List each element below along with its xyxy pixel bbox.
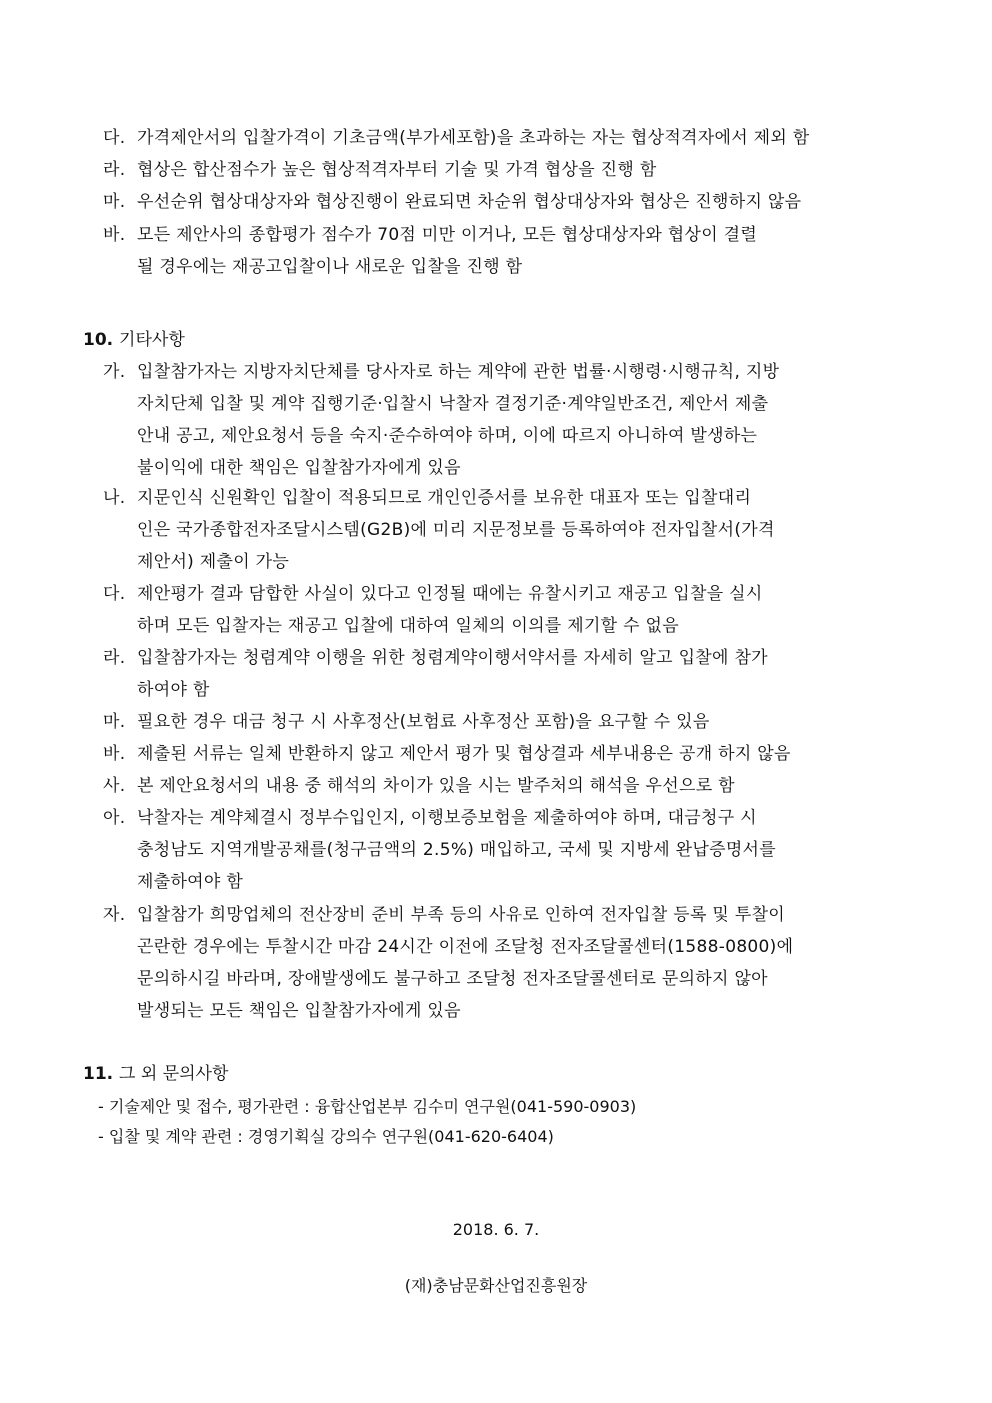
item-marker: 자.	[103, 905, 126, 925]
contact-line: - 기술제안 및 접수, 평가관련 : 융합산업본부 김수미 연구원(041-590-0903)	[98, 1097, 637, 1116]
item-text-continued: 제안서) 제출이 가능	[137, 552, 290, 572]
item-marker: 바.	[103, 744, 126, 764]
section-title: 그 외 문의사항	[119, 1064, 229, 1084]
list-item	[103, 899, 913, 1027]
item-marker: 다.	[103, 128, 126, 148]
item-text: 우선순위 협상대상자와 협상진행이 완료되면 차순위 협상대상자와 협상은 진행하지 않음	[137, 192, 802, 212]
item-text-continued: 문의하시길 바라며, 장애발생에도 불구하고 조달청 전자조달콜센터로 문의하지 않아	[137, 969, 768, 989]
list-item	[103, 770, 913, 802]
issuer-name: (재)충남문화산업진흥원장	[404, 1276, 588, 1295]
list-item	[103, 186, 913, 218]
item-text-continued: 불이익에 대한 책임은 입찰참가자에게 있음	[137, 458, 461, 478]
item-text-continued: 자치단체 입찰 및 계약 집행기준·입찰시 낙찰자 결정기준·계약일반조건, 제안서 제출	[137, 394, 769, 414]
item-marker: 아.	[103, 808, 126, 828]
contact-line: - 입찰 및 계약 관련 : 경영기획실 강의수 연구원(041-620-6404)	[98, 1127, 554, 1146]
section-number: 11.	[83, 1064, 114, 1084]
item-marker: 라.	[103, 648, 126, 668]
document-date: 2018. 6. 7.	[452, 1220, 540, 1239]
list-item	[103, 356, 913, 484]
item-text: 모든 제안사의 종합평가 점수가 70점 미만 이거나, 모든 협상대상자와 협상이 결렬	[137, 225, 758, 245]
list-item	[103, 154, 913, 186]
item-text-continued: 발생되는 모든 책임은 입찰참가자에게 있음	[137, 1001, 461, 1021]
item-text: 입찰참가 희망업체의 전산장비 준비 부족 등의 사유로 인하여 전자입찰 등록 및 투찰이	[137, 905, 786, 925]
item-text: 낙찰자는 계약체결시 정부수입인지, 이행보증보험을 제출하여야 하며, 대금청구 시	[137, 808, 757, 828]
item-marker: 바.	[103, 225, 126, 245]
list-item	[103, 578, 913, 642]
item-text: 입찰참가자는 청렴계약 이행을 위한 청렴계약이행서약서를 자세히 알고 입찰에 참가	[137, 648, 768, 668]
item-text: 협상은 합산점수가 높은 협상적격자부터 기술 및 가격 협상을 진행 함	[137, 160, 657, 180]
item-text: 가격제안서의 입찰가격이 기초금액(부가세포함)을 초과하는 자는 협상적격자에서 제외 함	[137, 128, 810, 148]
item-text-continued: 하며 모든 입찰자는 재공고 입찰에 대하여 일체의 이의를 제기할 수 없음	[137, 616, 679, 636]
item-marker: 마.	[103, 712, 126, 732]
list-item	[103, 482, 913, 578]
section-heading-10	[83, 324, 185, 356]
item-marker: 사.	[103, 776, 126, 796]
item-marker: 다.	[103, 584, 126, 604]
list-item	[103, 219, 913, 283]
item-text: 입찰참가자는 지방자치단체를 당사자로 하는 계약에 관한 법률·시행령·시행규칙, 지방	[137, 362, 780, 382]
item-text: 지문인식 신원확인 입찰이 적용되므로 개인인증서를 보유한 대표자 또는 입찰대리	[137, 488, 752, 508]
list-item	[103, 706, 913, 738]
item-text-continued: 인은 국가종합전자조달시스템(G2B)에 미리 지문정보를 등록하여야 전자입찰서(가격	[137, 520, 775, 540]
list-item	[103, 122, 913, 154]
item-marker: 나.	[103, 488, 126, 508]
item-text-continued: 충청남도 지역개발공채를(청구금액의 2.5%) 매입하고, 국세 및 지방세 완납증명서를	[137, 840, 776, 860]
item-text-continued: 하여야 함	[137, 680, 210, 700]
list-item	[103, 802, 913, 898]
list-item	[103, 738, 913, 770]
item-text-continued: 제출하여야 함	[137, 872, 244, 892]
section-heading-11	[83, 1058, 228, 1090]
item-text-continued: 될 경우에는 재공고입찰이나 새로운 입찰을 진행 함	[137, 257, 523, 277]
list-item	[103, 642, 913, 706]
item-marker: 가.	[103, 362, 126, 382]
item-text: 필요한 경우 대금 청구 시 사후정산(보험료 사후정산 포함)을 요구할 수 있음	[137, 712, 710, 732]
item-text-continued: 곤란한 경우에는 투찰시간 마감 24시간 이전에 조달청 전자조달콜센터(1588-0800)에	[137, 937, 794, 957]
item-marker: 마.	[103, 192, 126, 212]
section-title: 기타사항	[119, 330, 185, 350]
item-text-continued: 안내 공고, 제안요청서 등을 숙지·준수하여야 하며, 이에 따르지 아니하여 발생하는	[137, 426, 758, 446]
item-text: 제안평가 결과 담합한 사실이 있다고 인정될 때에는 유찰시키고 재공고 입찰을 실시	[137, 584, 763, 604]
item-text: 본 제안요청서의 내용 중 해석의 차이가 있을 시는 발주처의 해석을 우선으로 함	[137, 776, 735, 796]
item-marker: 라.	[103, 160, 126, 180]
item-text: 제출된 서류는 일체 반환하지 않고 제안서 평가 및 협상결과 세부내용은 공개 하지 않음	[137, 744, 791, 764]
section-number: 10.	[83, 330, 114, 350]
